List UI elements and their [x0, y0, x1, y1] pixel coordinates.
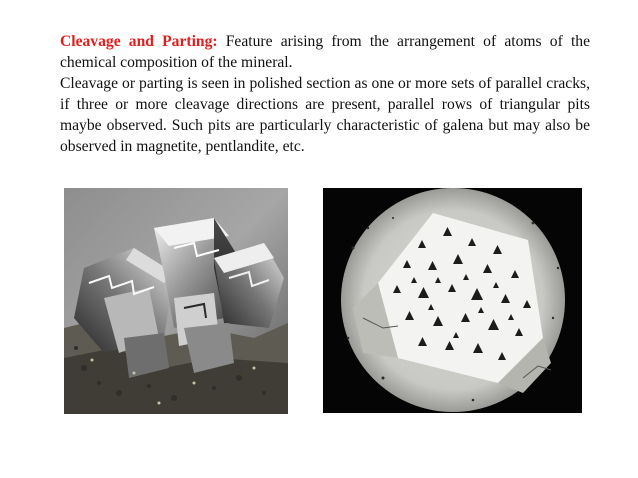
heading: Cleavage and Parting: — [60, 33, 218, 50]
polished-section-micrograph — [323, 188, 582, 413]
slide-text — [60, 31, 590, 157]
body-paragraph: Cleavage or parting is seen in polished section as one or more sets of parallel cracks, if three or more cleavage directions are present, parallel rows of triangular pits maybe observed. Such pits are particularly characteristic of galena but may also be observed in magnetite, pentlandite, etc. — [60, 75, 590, 155]
definition-paragraph — [60, 31, 590, 73]
definition-text: Feature arising from the arrangement of atoms of the chemical composition of the mineral. — [60, 33, 590, 71]
galena-crystal-photo — [64, 188, 288, 414]
